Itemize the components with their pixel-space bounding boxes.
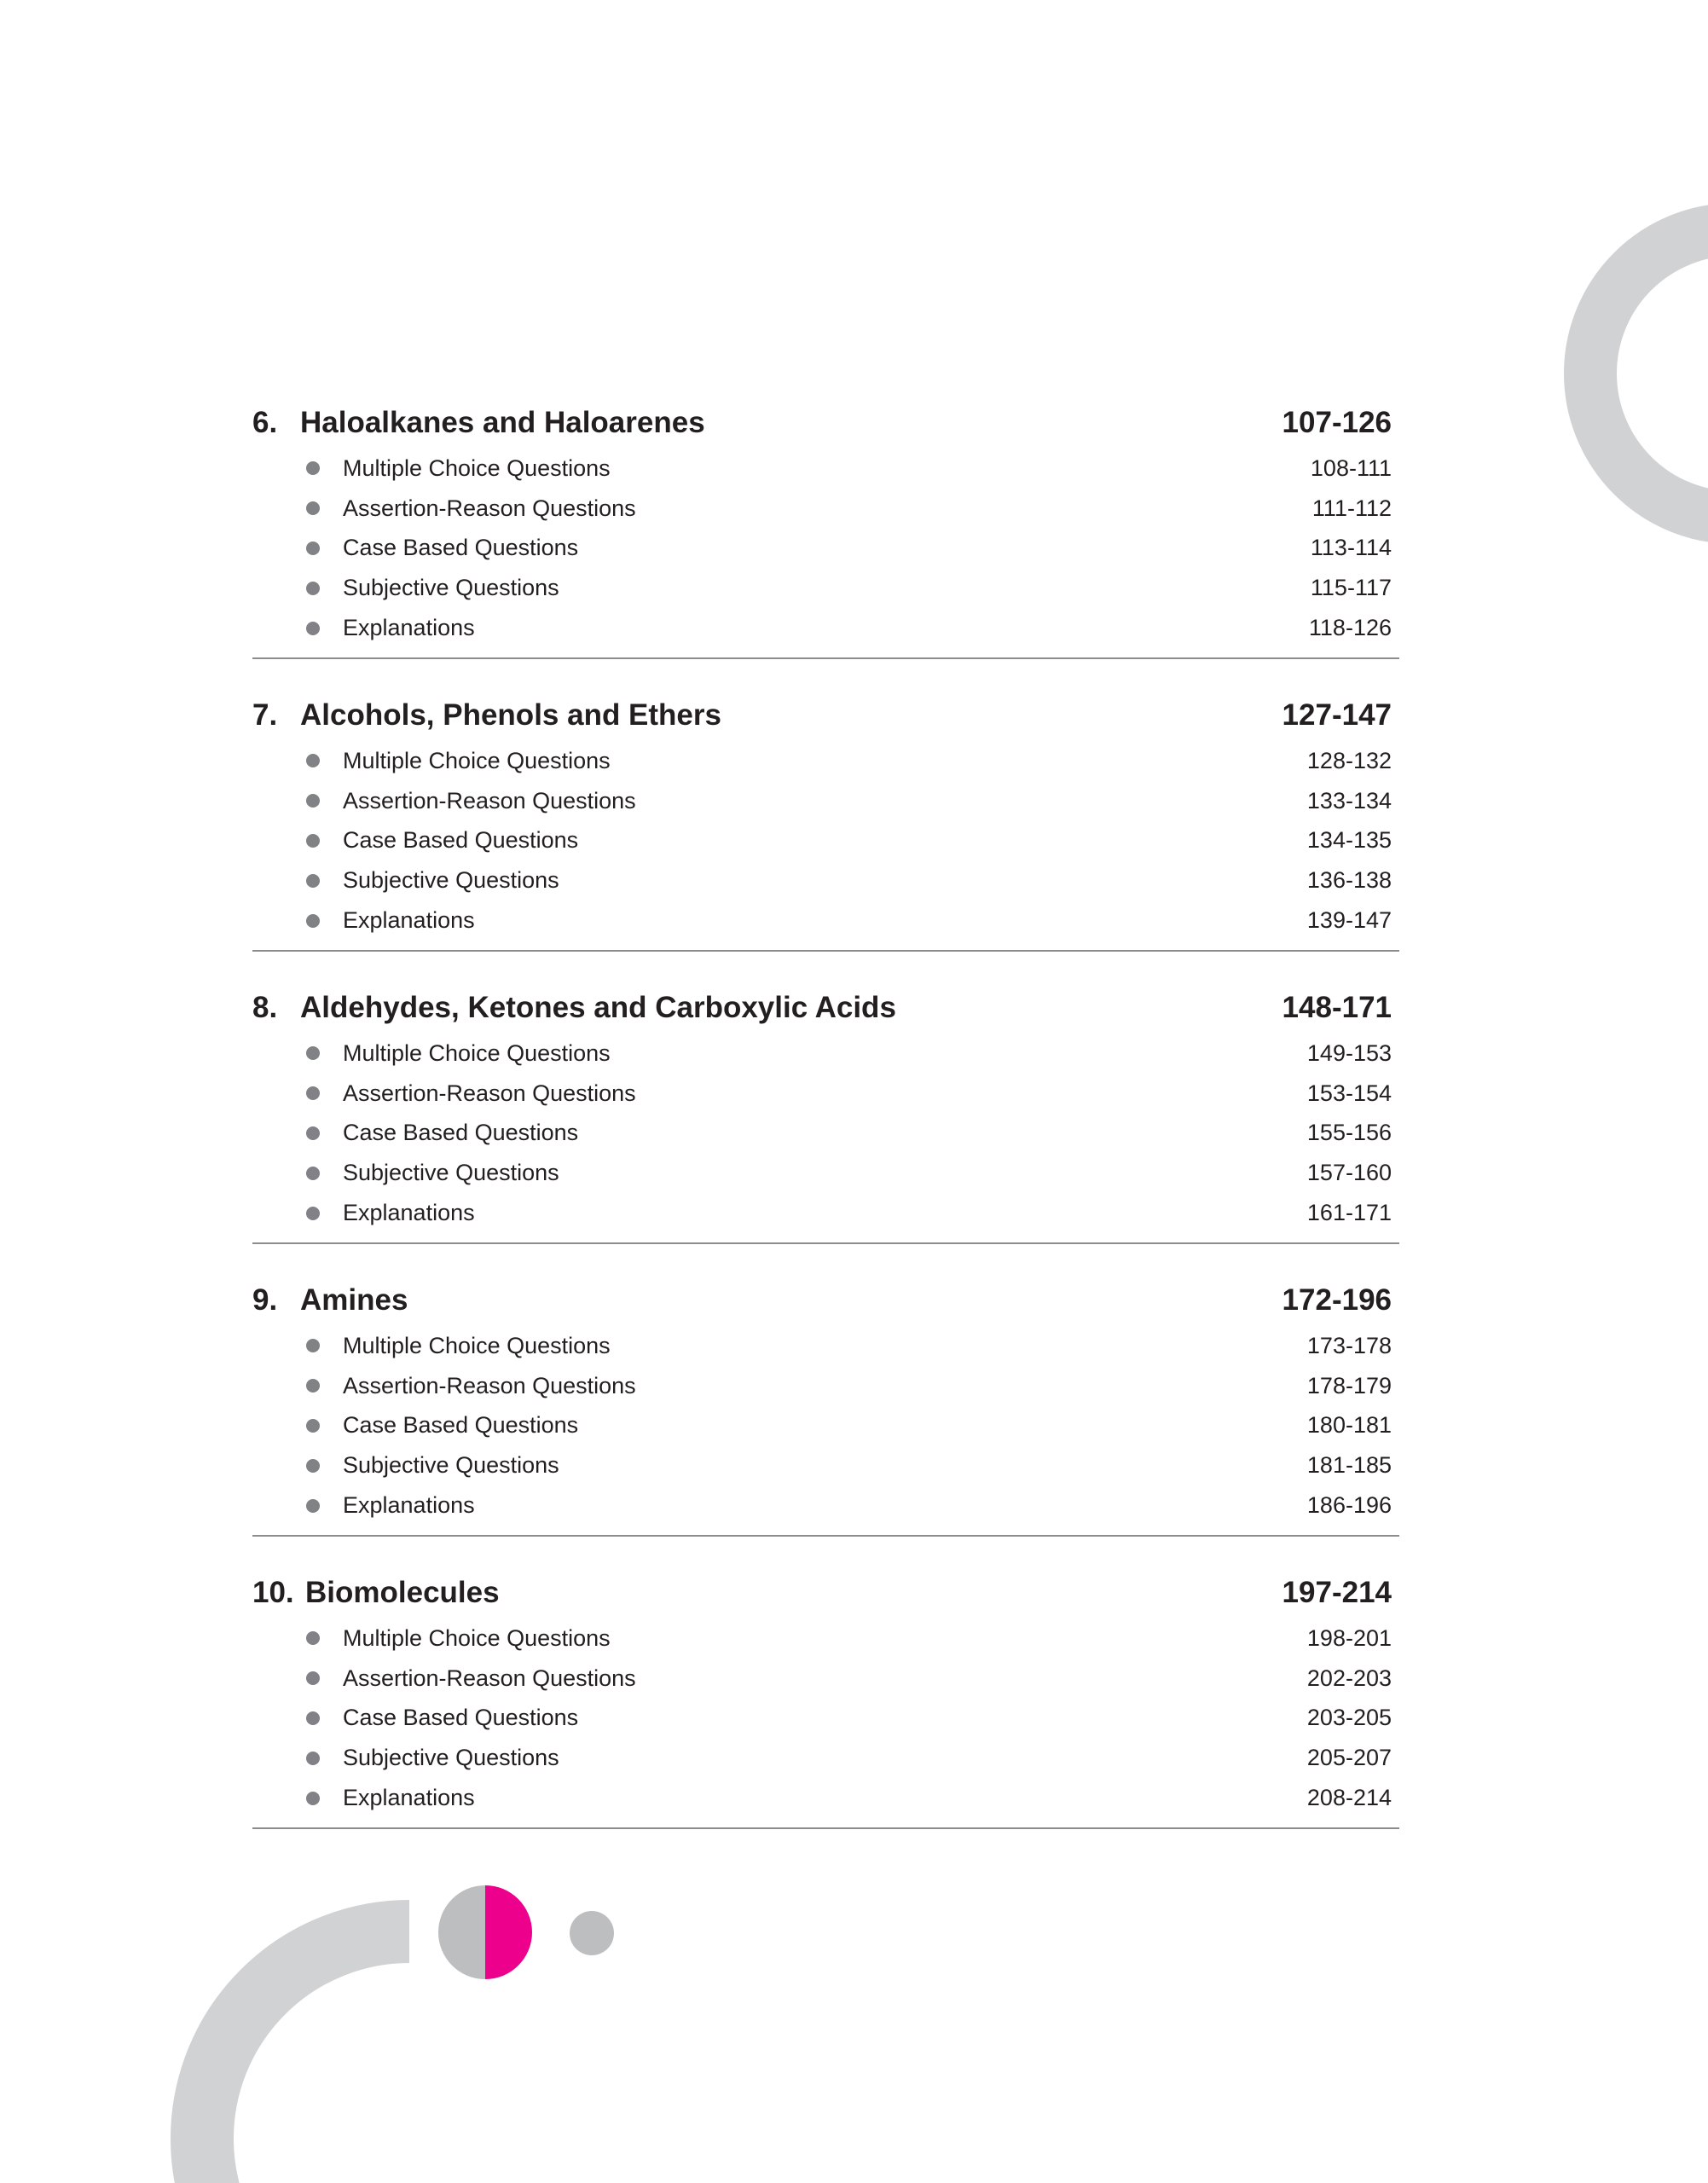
toc-entry-case-based[interactable] — [252, 1114, 1399, 1154]
entry-page-range: 108-111 — [1310, 455, 1392, 481]
entry-label: Explanations — [343, 907, 475, 934]
chapter-number: 9. — [252, 1283, 278, 1317]
bullet-icon — [306, 461, 320, 475]
entry-page-range: 205-207 — [1306, 1745, 1392, 1771]
entry-label: Subjective Questions — [343, 1160, 559, 1186]
entry-page-range: 155-156 — [1306, 1120, 1392, 1146]
entry-page-range: 161-171 — [1306, 1200, 1392, 1226]
entry-label: Multiple Choice Questions — [343, 455, 611, 481]
entry-page-range: 157-160 — [1306, 1160, 1392, 1186]
entry-label: Case Based Questions — [343, 1120, 579, 1146]
entry-label: Case Based Questions — [343, 1705, 579, 1731]
table-of-contents — [252, 397, 1399, 1860]
bullet-icon — [306, 834, 320, 848]
toc-entry-case-based[interactable] — [252, 1699, 1399, 1739]
entry-page-range: 133-134 — [1306, 787, 1392, 814]
bullet-icon — [306, 1086, 320, 1100]
entry-page-range: 208-214 — [1306, 1785, 1392, 1811]
entry-page-range: 153-154 — [1306, 1080, 1392, 1106]
toc-entry-assertion-reason[interactable] — [252, 489, 1399, 529]
bullet-icon — [306, 1126, 320, 1140]
entry-page-range: 113-114 — [1310, 535, 1392, 561]
chapter-title: Haloalkanes and Haloarenes — [300, 406, 705, 439]
entry-label: Explanations — [343, 1200, 475, 1226]
chapter-8 — [252, 982, 1399, 1244]
bullet-icon — [306, 1792, 320, 1805]
toc-entry-explanations[interactable] — [252, 1193, 1399, 1233]
chapter-number: 8. — [252, 990, 278, 1024]
entry-page-range: 149-153 — [1306, 1039, 1392, 1066]
toc-entry-explanations[interactable] — [252, 608, 1399, 648]
toc-entry-assertion-reason[interactable] — [252, 1366, 1399, 1406]
chapter-page-range: 127-147 — [1282, 698, 1392, 732]
bullet-icon — [306, 501, 320, 515]
bullet-icon — [306, 622, 320, 635]
chapter-number: 7. — [252, 698, 278, 732]
entry-page-range: 198-201 — [1306, 1624, 1392, 1651]
toc-entry-subjective[interactable] — [252, 1738, 1399, 1778]
chapter-page-range: 197-214 — [1282, 1575, 1392, 1609]
bullet-icon — [306, 1167, 320, 1180]
toc-entry-subjective[interactable] — [252, 568, 1399, 608]
bullet-icon — [306, 1459, 320, 1473]
bullet-icon — [306, 754, 320, 767]
entry-page-range: 139-147 — [1306, 907, 1392, 934]
toc-entry-multiple-choice[interactable] — [252, 741, 1399, 781]
chapter-7 — [252, 690, 1399, 952]
chapter-10 — [252, 1567, 1399, 1829]
entry-label: Case Based Questions — [343, 1412, 579, 1439]
entry-label: Subjective Questions — [343, 1452, 559, 1479]
entry-page-range: 178-179 — [1306, 1372, 1392, 1398]
chapter-heading[interactable] — [252, 982, 1399, 1034]
entry-label: Case Based Questions — [343, 827, 579, 854]
entry-page-range: 181-185 — [1306, 1452, 1392, 1479]
decorative-ring-bottom-left — [171, 1900, 409, 2183]
chapter-title: Alcohols, Phenols and Ethers — [300, 698, 721, 732]
toc-entry-multiple-choice[interactable] — [252, 449, 1399, 489]
bullet-icon — [306, 1752, 320, 1765]
bullet-icon — [306, 541, 320, 555]
bullet-icon — [306, 914, 320, 928]
entry-label: Assertion-Reason Questions — [343, 787, 636, 814]
bullet-icon — [306, 1671, 320, 1685]
bullet-icon — [306, 794, 320, 808]
decorative-ring-top-right — [1564, 203, 1708, 544]
chapter-page-range: 107-126 — [1282, 406, 1392, 439]
entry-page-range: 180-181 — [1306, 1412, 1392, 1439]
bullet-icon — [306, 874, 320, 888]
toc-entry-case-based[interactable] — [252, 821, 1399, 861]
entry-page-range: 136-138 — [1306, 867, 1392, 894]
entry-label: Explanations — [343, 1785, 475, 1811]
entry-page-range: 115-117 — [1310, 575, 1392, 601]
entry-label: Assertion-Reason Questions — [343, 1080, 636, 1106]
chapter-heading[interactable] — [252, 690, 1399, 741]
entry-label: Multiple Choice Questions — [343, 747, 611, 773]
bullet-icon — [306, 1207, 320, 1220]
entry-label: Subjective Questions — [343, 575, 559, 601]
entry-label: Explanations — [343, 615, 475, 641]
toc-entry-subjective[interactable] — [252, 1445, 1399, 1485]
bullet-icon — [306, 1631, 320, 1645]
chapter-6 — [252, 397, 1399, 659]
entry-label: Assertion-Reason Questions — [343, 1665, 636, 1691]
toc-entry-multiple-choice[interactable] — [252, 1326, 1399, 1366]
toc-entry-subjective[interactable] — [252, 860, 1399, 900]
chapter-number: 6. — [252, 406, 278, 439]
toc-entry-assertion-reason[interactable] — [252, 781, 1399, 821]
chapter-heading[interactable] — [252, 1567, 1399, 1618]
entry-page-range: 173-178 — [1306, 1332, 1392, 1358]
entry-label: Assertion-Reason Questions — [343, 1372, 636, 1398]
chapter-page-range: 148-171 — [1282, 990, 1392, 1024]
toc-entry-assertion-reason[interactable] — [252, 1074, 1399, 1114]
entry-page-range: 128-132 — [1306, 747, 1392, 773]
entry-page-range: 134-135 — [1306, 827, 1392, 854]
toc-entry-case-based[interactable] — [252, 1406, 1399, 1446]
chapter-heading[interactable] — [252, 397, 1399, 449]
chapter-number: 10. — [252, 1575, 294, 1609]
entry-page-range: 202-203 — [1306, 1665, 1392, 1691]
entry-label: Multiple Choice Questions — [343, 1039, 611, 1066]
entry-label: Case Based Questions — [343, 535, 579, 561]
toc-entry-assertion-reason[interactable] — [252, 1659, 1399, 1699]
chapter-title: Aldehydes, Ketones and Carboxylic Acids — [300, 990, 896, 1024]
chapter-page-range: 172-196 — [1282, 1283, 1392, 1317]
toc-entry-explanations[interactable] — [252, 1485, 1399, 1526]
bullet-icon — [306, 1419, 320, 1433]
chapter-heading[interactable] — [252, 1275, 1399, 1326]
toc-entry-subjective[interactable] — [252, 1153, 1399, 1193]
entry-label: Assertion-Reason Questions — [343, 495, 636, 521]
entry-page-range: 111-112 — [1311, 495, 1392, 521]
entry-page-range: 186-196 — [1306, 1492, 1392, 1519]
chapter-9 — [252, 1275, 1399, 1537]
bullet-icon — [306, 1046, 320, 1060]
entry-label: Subjective Questions — [343, 1745, 559, 1771]
entry-label: Multiple Choice Questions — [343, 1332, 611, 1358]
bullet-icon — [306, 582, 320, 595]
decorative-ring-bottom-left-shape — [171, 1900, 409, 2183]
decorative-small-gray-dot — [570, 1911, 614, 1955]
toc-entry-multiple-choice[interactable] — [252, 1618, 1399, 1659]
toc-entry-explanations[interactable] — [252, 1778, 1399, 1818]
bullet-icon — [306, 1379, 320, 1393]
decorative-half-magenta-circle — [438, 1885, 532, 1979]
bullet-icon — [306, 1499, 320, 1513]
entry-label: Multiple Choice Questions — [343, 1624, 611, 1651]
bullet-icon — [306, 1339, 320, 1352]
entry-page-range: 203-205 — [1306, 1705, 1392, 1731]
chapter-title: Biomolecules — [305, 1575, 500, 1609]
toc-entry-multiple-choice[interactable] — [252, 1034, 1399, 1074]
toc-entry-case-based[interactable] — [252, 529, 1399, 569]
entry-label: Subjective Questions — [343, 867, 559, 894]
entry-label: Explanations — [343, 1492, 475, 1519]
entry-page-range: 118-126 — [1308, 615, 1392, 641]
chapter-title: Amines — [300, 1283, 408, 1317]
toc-entry-explanations[interactable] — [252, 900, 1399, 941]
bullet-icon — [306, 1711, 320, 1725]
